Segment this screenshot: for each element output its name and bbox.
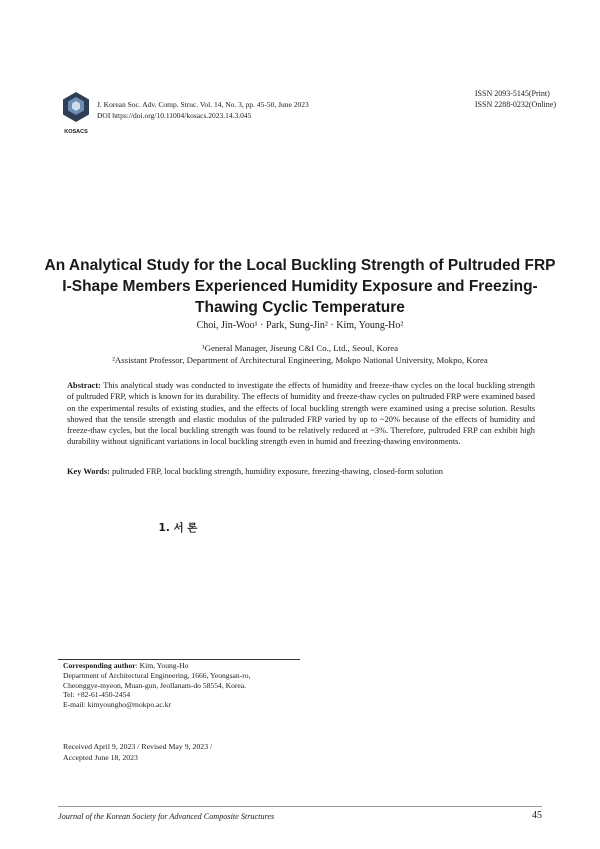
corresponding-line-3: Tel: +82-61-450-2454: [63, 690, 131, 700]
issn-print: ISSN 2093-5145(Print): [474, 89, 550, 98]
keywords: [67, 466, 535, 477]
received-line: Received April 9, 2023 / Revised May 9, 2023 /: [63, 742, 213, 751]
keywords-label: Key Words:: [67, 467, 110, 476]
journal-header: [97, 88, 309, 121]
journal-logo: [58, 90, 94, 135]
english-affiliations: [0, 343, 600, 366]
footer-journal: Journal of the Korean Society for Advanced Composite Structures: [58, 812, 275, 821]
corresponding-name: : Kim, Young-Ho: [135, 661, 189, 670]
corresponding-line-1: Department of Architectural Engineering, 1666, Yeongsan-ro,: [63, 670, 251, 680]
abstract-label: Abstract:: [67, 381, 101, 390]
logo-text: KOSACS: [64, 129, 88, 135]
footer-rule: [58, 806, 542, 807]
affiliation-2: ²Assistant Professor, Department of Architectural Engineering, Mokpo National University, Mokpo, Korea: [112, 354, 488, 365]
journal-name: J. Korean Soc. Adv. Comp. Struc. Vol. 14, No. 3, pp. 45-50, June 2023: [97, 100, 309, 109]
corresponding-rule: [58, 659, 300, 660]
corresponding-label: Corresponding author: [63, 661, 136, 670]
accepted-line: Accepted June 18, 2023: [63, 753, 138, 762]
keywords-text: pultruded FRP, local buckling strength, humidity exposure, freezing-thawing, closed-form solution: [111, 467, 443, 476]
abstract: [67, 380, 535, 448]
corresponding-line-4: E-mail: kimyoungho@mokpo.ac.kr: [63, 700, 172, 710]
corresponding-line-2: Cheonggye-myeon, Muan-gun, Jeollanam-do 58554, Korea.: [63, 680, 247, 690]
doi: DOI https://doi.org/10.11004/kosacs.2023.14.3.045: [97, 111, 252, 120]
affiliation-1: ¹General Manager, Jiseung C&I Co., Ltd., Seoul, Korea: [201, 343, 398, 353]
abstract-text: This analytical study was conducted to investigate the effects of humidity and freeze-thaw cycles on the local buckling strength of pultruded FRP, which is known for its durability. The effects of humidity and freeze-thaw cycles on pultruded FRP were examined based on the experimental results of existing studies, and the effects of local buckling strength were examined using a precise solution. Results showed that the tensile strength and elastic modulus of the pultruded FRP varied by up to ~20% because of the effects of humidity and freeze-thaw cycles, but the local buckling strength was found to be relatively reduced at ~3%. Therefore, pultruded FRP can exhibit high durability without significant variations in local buckling strength even in humid and freezing-thawing environments.: [67, 381, 535, 447]
corresponding-author-block: [63, 661, 295, 710]
issn-block: [475, 88, 556, 110]
journal-korean-line-omitted: [97, 88, 309, 99]
english-title: An Analytical Study for the Local Buckling Strength of Pultruded FRP I-Shape Members Experienced Humidity Exposure and Freezing-Thawing Cyclic Temperature: [44, 257, 556, 316]
section-heading-introduction: 1. 서 론: [158, 522, 198, 534]
page-number: 45: [532, 810, 542, 821]
received-dates: [63, 741, 295, 763]
english-authors: Choi, Jin-Woo¹ · Park, Sung-Jin² · Kim, Young-Ho²: [196, 320, 404, 331]
issn-online: ISSN 2288-0232(Online): [474, 100, 556, 109]
